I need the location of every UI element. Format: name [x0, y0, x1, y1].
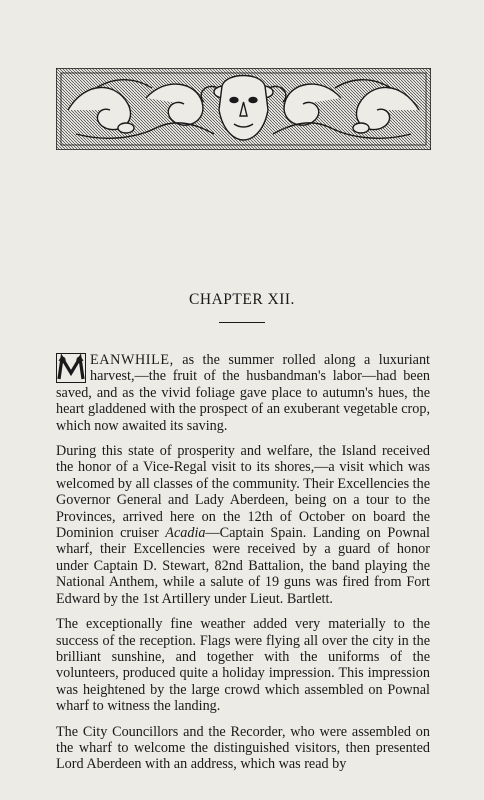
- paragraph-2-text-a: During this state of prosperity and welfare, the Island received the honor of a Vice-Regal visit to its shores,—a visit which was welcomed by all classes of the community. Their Excellencies the Governor General and Lady Aberdeen, being on a tour to the Provinces, arrived here on the 12th of October on board the Dominion cruiser: [56, 443, 430, 542]
- ship-name: Acadia: [165, 525, 206, 542]
- paragraph-3: The exceptionally fine weather added very materially to the success of the reception. Flags were flying all over the city in the brilliant sunshine, and together with the uniforms of the volunteers, produced quite a holiday impression. This impression was heightened by the large crowd which assembled on Pownal wharf to witness the landing.: [56, 616, 430, 715]
- paragraph-2-text-b: —Captain Spain. Landing on Pownal wharf, their Excellencies were received by a guard of honor under Captain D. Stewart, 82nd Battalion, the band playing the National Anthem, while a salute of 19 guns was fired from Fort Edward by the 1st Artillery under Lieut. Bartlett.: [56, 525, 430, 607]
- paragraph-1-lead: EANWHILE,: [90, 352, 174, 368]
- ornamental-initial-icon: [56, 353, 86, 383]
- chapter-body: [56, 352, 430, 782]
- heading-rule: [219, 322, 265, 323]
- paragraph-4: The City Councillors and the Recorder, who were assembled on the wharf to welcome the distinguished visitors, then presented Lord Aberdeen with an address, which was read by: [56, 723, 430, 773]
- chapter-heading: CHAPTER XII.: [189, 291, 295, 308]
- paragraph-1: [56, 352, 430, 434]
- paragraph-2: [56, 443, 430, 607]
- floral-headpiece-icon: [56, 68, 431, 150]
- paragraph-1-text: as the summer rolled along a luxuriant harvest,—the fruit of the husbandman's labor—had been saved, and as the vivid foliage gave place to autumn's hues, the heart gladdened with the prospect of an exuberant vegetable crop, which now awaited its saving.: [56, 352, 430, 434]
